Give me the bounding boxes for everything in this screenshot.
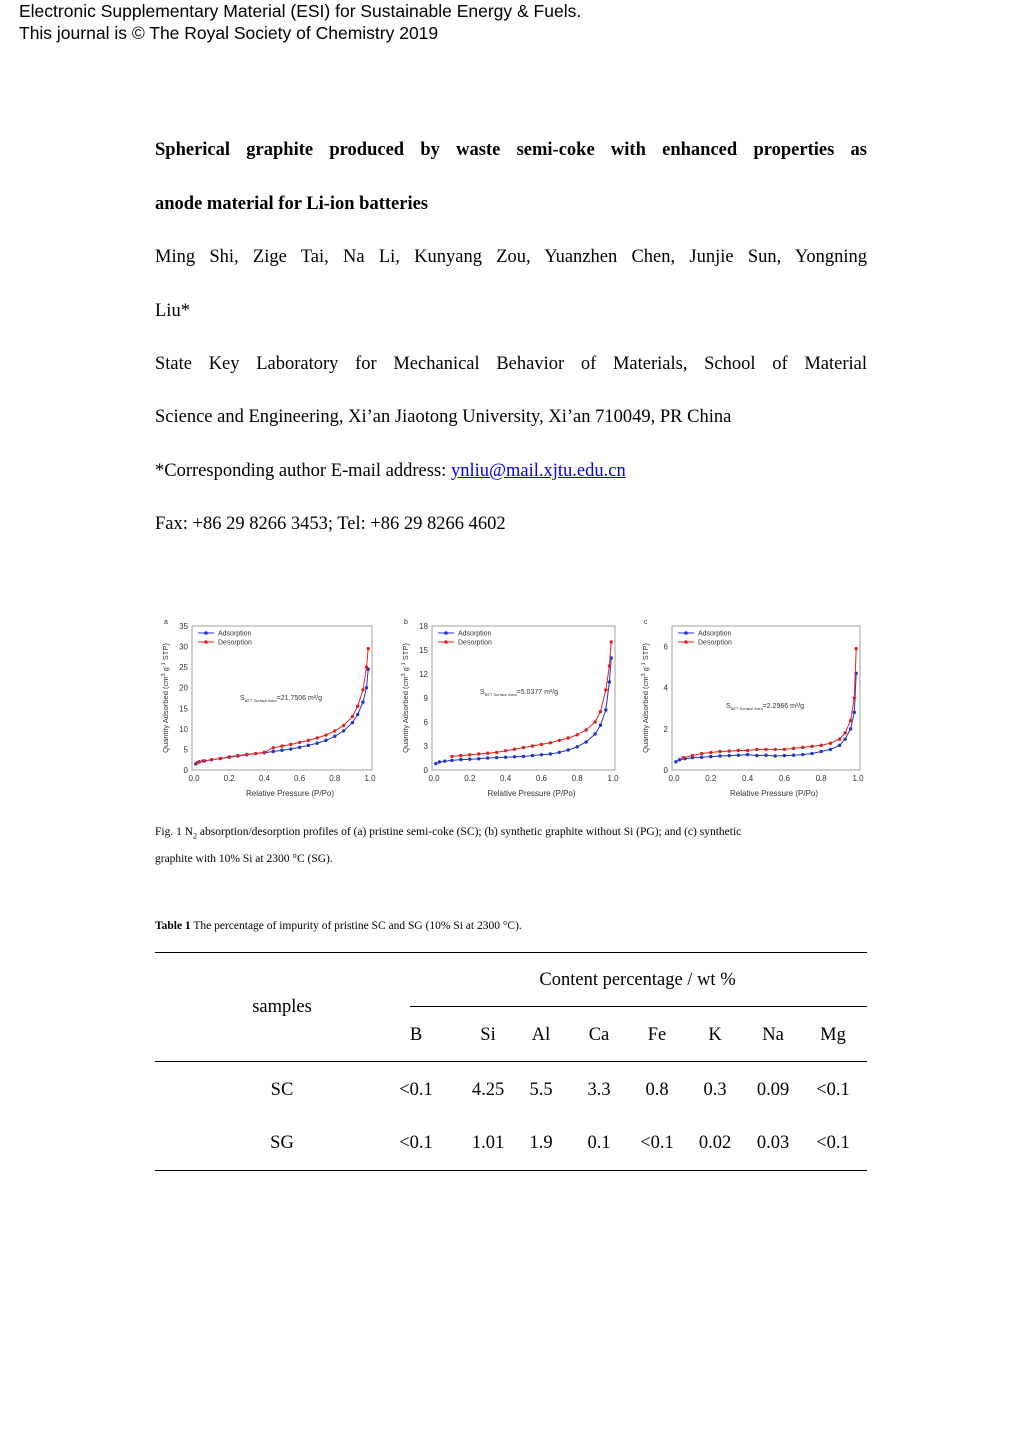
data-point-adsorption [468,758,471,761]
bet-symbol: S [480,689,485,696]
data-point-desorption [604,688,607,691]
paper-title-line2: anode material for Li-ion batteries [155,194,429,214]
email-label: *Corresponding author E-mail address: [155,461,451,481]
data-point-desorption [709,751,712,754]
table-header-rule [155,1061,867,1062]
data-point-desorption [351,715,354,718]
data-point-desorption [450,755,453,758]
x-tick-label: 0.2 [223,774,235,783]
data-point-adsorption [853,711,856,714]
data-point-adsorption [792,753,795,756]
data-point-adsorption [737,753,740,756]
legend-marker [444,631,448,635]
data-point-desorption [324,733,327,736]
data-point-desorption [737,749,740,752]
x-tick-label: 1.0 [607,774,619,783]
data-point-adsorption [849,727,852,730]
y-axis-label-part: -1 [641,662,647,668]
legend [198,631,252,647]
column-header-al: Al [531,1025,551,1045]
data-point-desorption [356,705,359,708]
data-point-adsorption [495,756,498,759]
data-point-desorption [792,747,795,750]
data-point-adsorption [443,760,446,763]
table-caption-text: The percentage of impurity of pristine SC and SG (10% Si at 2300 °C). [190,920,522,932]
data-point-desorption [495,751,498,754]
esi-header-line2: This journal is © The Royal Society of Chemistry 2019 [19,23,439,43]
data-point-adsorption [486,756,489,759]
data-point-adsorption [434,762,437,765]
data-point-adsorption [298,746,301,749]
data-point-desorption [682,756,685,759]
bet-annotation [480,689,558,697]
authors-line2: Liu* [155,301,190,321]
y-axis-label-part: g [161,667,170,674]
data-point-desorption [849,719,852,722]
bet-annotation [726,703,804,711]
x-tick-label: 0.4 [258,774,270,783]
table-row-header: samples [252,997,312,1017]
data-point-adsorption [584,740,587,743]
data-point-adsorption [843,737,846,740]
figure-caption-subscript: 2 [193,831,198,841]
y-tick-label: 15 [419,646,428,655]
table-group-rule [410,1006,867,1007]
y-tick-label: 18 [419,622,428,631]
y-axis-label-part: STP) [401,643,410,663]
data-point-desorption [610,640,613,643]
table-cell: <0.1 [640,1133,674,1153]
data-point-desorption [567,736,570,739]
data-point-desorption [746,749,749,752]
data-point-desorption [316,736,319,739]
row-sample-sc: SC [270,1080,294,1100]
x-axis-label: Relative Pressure (P/Po) [245,789,335,798]
data-point-desorption [210,758,213,761]
data-point-desorption [558,739,561,742]
data-point-adsorption [324,739,327,742]
figure-caption-line2: graphite with 10% Si at 2300 °C (SG). [155,853,333,865]
column-header-b: B [409,1025,423,1045]
x-tick-label: 0.4 [742,774,754,783]
table-caption-label: Table 1 [155,920,191,932]
corresponding-author [155,461,867,482]
data-point-desorption [459,754,462,757]
table-cell: 0.3 [703,1080,727,1100]
legend-label-adsorption: Adsorption [218,630,252,638]
data-point-desorption [774,748,777,751]
data-point-desorption [584,728,587,731]
x-tick-label: 0.8 [815,774,827,783]
y-tick-label: 4 [663,683,668,693]
bet-value: =5.0377 m²/g [516,689,559,696]
table-cell: 0.8 [645,1080,669,1100]
data-point-adsorption [593,732,596,735]
data-point-desorption [829,742,832,745]
bet-symbol: S [240,695,245,702]
y-tick-label: 20 [179,683,188,693]
column-header-fe: Fe [647,1025,667,1045]
table-cell: 3.3 [587,1080,611,1100]
data-point-desorption [365,665,368,668]
data-point-desorption [843,731,846,734]
table-caption [155,919,867,933]
data-point-desorption [272,746,275,749]
legend-label-desorption: Desorption [458,639,492,647]
y-tick-label: 25 [179,663,188,673]
data-point-desorption [289,743,292,746]
y-axis-label-part: g [641,667,650,674]
x-tick-label: 0.8 [329,774,341,783]
column-header-ca: Ca [588,1025,610,1045]
y-axis-label-part: -1 [161,662,167,668]
y-tick-label: 10 [179,724,188,734]
y-axis-label-part: -1 [401,662,407,668]
data-point-adsorption [838,744,841,747]
data-point-desorption [280,744,283,747]
chart-panel-c [641,619,864,798]
bet-subscript: BET Surface Area [730,706,763,711]
y-axis-label-part: STP) [641,643,650,663]
legend-marker [204,640,208,644]
data-point-adsorption [783,754,786,757]
legend-marker [684,631,688,635]
data-point-desorption [307,739,310,742]
data-point-adsorption [718,754,721,757]
y-tick-label: 0 [183,766,188,775]
x-axis-label: Relative Pressure (P/Po) [487,789,576,798]
legend-label-desorption: Desorption [698,639,732,647]
bet-subscript: BET Surface Area [484,692,517,697]
bet-subscript: BET Surface Area [244,698,277,703]
y-tick-label: 0 [423,766,428,775]
data-point-adsorption [728,754,731,757]
column-header-si: Si [480,1025,496,1045]
data-point-adsorption [774,754,777,757]
table-group-header: Content percentage / wt % [539,970,736,990]
data-point-desorption [801,746,804,749]
data-point-adsorption [361,700,364,703]
data-point-desorption [504,749,507,752]
data-point-adsorption [829,748,832,751]
data-point-desorption [728,749,731,752]
table-cell: <0.1 [399,1133,433,1153]
panel-letter: b [404,619,408,626]
data-point-desorption [477,752,480,755]
data-point-desorption [700,752,703,755]
y-axis-label-part: 3 [641,673,647,677]
data-point-adsorption [365,686,368,689]
legend-label-adsorption: Adsorption [698,630,732,638]
data-point-desorption [531,744,534,747]
data-point-desorption [201,759,204,762]
data-point-adsorption [272,750,275,753]
y-tick-label: 6 [423,718,428,727]
chart-panel-a [161,619,376,798]
y-tick-label: 2 [663,724,668,734]
y-tick-label: 9 [423,694,428,703]
data-point-adsorption [356,713,359,716]
data-point-adsorption [459,758,462,761]
data-point-desorption [540,743,543,746]
table-top-rule [155,952,867,953]
table-cell: 5.5 [529,1080,553,1100]
x-tick-label: 1.0 [852,774,864,783]
y-axis-label [161,643,170,753]
data-point-desorption [576,733,579,736]
y-axis-label-part: g [401,667,410,674]
data-point-desorption [764,748,767,751]
data-point-desorption [755,748,758,751]
x-tick-label: 0.6 [535,774,547,783]
panel-letter: c [644,619,648,626]
data-point-adsorption [504,756,507,759]
data-point-desorption [810,745,813,748]
x-tick-label: 0.6 [294,774,306,783]
chart-panel-b [401,619,619,798]
y-tick-label: 12 [419,670,428,679]
data-point-desorption [838,737,841,740]
data-point-desorption [361,688,364,691]
figure-caption-text: absorption/desorption profiles of (a) pristine semi-coke (SC); (b) synthetic graphite without Si (PG); and (c) synthetic [197,826,742,838]
y-axis-label-part: STP) [161,643,170,663]
x-tick-label: 0.2 [705,774,717,783]
table-bottom-rule [155,1170,867,1171]
legend-marker [444,640,448,644]
table-cell: 1.01 [471,1133,505,1153]
data-point-desorption [468,753,471,756]
legend-marker [684,640,688,644]
data-point-desorption [228,755,231,758]
data-point-adsorption [540,753,543,756]
table-cell: <0.1 [816,1133,850,1153]
x-axis-label: Relative Pressure (P/Po) [729,789,819,798]
table-cell: 1.9 [529,1133,553,1153]
data-point-adsorption [333,735,336,738]
y-tick-label: 3 [423,742,428,751]
paper-title-line1: Spherical graphite produced by waste semi-coke with enhanced properties as [155,140,867,160]
y-tick-label: 15 [179,704,188,714]
esi-header-line1: Electronic Supplementary Material (ESI) for Sustainable Energy & Fuels. [19,1,582,21]
table-cell: <0.1 [399,1080,433,1100]
data-point-desorption [854,647,857,650]
data-point-desorption [236,754,239,757]
data-point-desorption [367,647,370,650]
data-point-adsorption [764,753,767,756]
data-point-desorption [254,752,257,755]
bet-value: =2.2966 m²/g [762,703,805,710]
data-point-desorption [718,750,721,753]
data-point-desorption [333,729,336,732]
y-tick-label: 5 [183,745,188,755]
data-point-adsorption [477,757,480,760]
data-point-desorption [219,757,222,760]
data-point-adsorption [307,744,310,747]
x-tick-label: 0.2 [464,774,476,783]
column-header-mg: Mg [820,1025,846,1045]
data-point-adsorption [549,752,552,755]
panel-letter: a [164,619,168,626]
authors-line1: Ming Shi, Zige Tai, Na Li, Kunyang Zou, Yuanzhen Chen, Junjie Sun, Yongning [155,247,867,267]
legend-label-desorption: Desorption [218,639,252,647]
column-header-k: K [708,1025,722,1045]
x-tick-label: 0.6 [778,774,790,783]
data-point-desorption [853,696,856,699]
data-point-adsorption [438,760,441,763]
data-point-adsorption [674,760,677,763]
data-point-adsorption [289,747,292,750]
y-axis-label-part: Quantity Adsorbed (cm [401,676,410,753]
y-axis-label-part: 3 [161,673,167,677]
esi-header [19,0,581,44]
y-tick-label: 30 [179,642,188,652]
bet-annotation [240,695,322,703]
data-point-adsorption [700,756,703,759]
bet-symbol: S [726,703,731,710]
data-point-adsorption [678,758,681,761]
data-point-adsorption [755,754,758,757]
figure-caption [155,825,867,843]
x-tick-label: 0.8 [571,774,583,783]
data-point-desorption [549,741,552,744]
column-header-na: Na [762,1025,784,1045]
legend-label-adsorption: Adsorption [458,630,492,638]
data-point-desorption [599,710,602,713]
legend [678,631,732,647]
y-axis-label-part: 3 [401,673,407,677]
data-point-desorption [593,720,596,723]
data-point-adsorption [522,755,525,758]
data-point-desorption [513,748,516,751]
data-point-adsorption [709,755,712,758]
y-axis-label [641,643,650,753]
data-point-adsorption [567,748,570,751]
y-axis-label-part: Quantity Adsorbed (cm [641,676,650,753]
x-tick-label: 0.0 [428,774,440,783]
y-axis-label [401,643,410,753]
figure-caption-prefix: Fig. 1 N [155,826,194,838]
data-point-adsorption [450,759,453,762]
data-point-adsorption [801,753,804,756]
data-point-adsorption [342,729,345,732]
data-point-adsorption [604,708,607,711]
x-tick-label: 0.0 [188,774,200,783]
data-point-adsorption [746,753,749,756]
data-point-adsorption [558,751,561,754]
x-tick-label: 0.0 [668,774,680,783]
data-point-adsorption [599,724,602,727]
data-point-desorption [342,724,345,727]
table-cell: 0.03 [756,1133,790,1153]
table-cell: <0.1 [816,1080,850,1100]
series-line-desorption [452,639,611,756]
legend [438,631,492,647]
data-point-adsorption [280,749,283,752]
data-point-adsorption [513,755,516,758]
data-point-adsorption [316,742,319,745]
data-point-desorption [298,741,301,744]
table-cell: 4.25 [471,1080,505,1100]
data-point-adsorption [810,752,813,755]
data-point-adsorption [820,750,823,753]
data-point-desorption [245,753,248,756]
figure-1-isotherms [150,612,870,808]
data-point-adsorption [608,680,611,683]
data-point-adsorption [531,754,534,757]
data-point-desorption [820,744,823,747]
legend-marker [204,631,208,635]
table-cell: 0.1 [587,1133,611,1153]
y-tick-label: 6 [663,642,668,652]
data-point-adsorption [576,745,579,748]
data-point-desorption [522,746,525,749]
x-tick-label: 1.0 [364,774,376,783]
x-tick-label: 0.4 [500,774,512,783]
row-sample-sg: SG [270,1133,294,1153]
data-point-adsorption [351,721,354,724]
affiliation-line1: State Key Laboratory for Mechanical Behavior of Materials, School of Material [155,354,867,374]
table-cell: 0.09 [756,1080,790,1100]
email-link[interactable]: ynliu@mail.xjtu.edu.cn [450,461,626,481]
data-point-desorption [196,761,199,764]
bet-value: =21.7506 m²/g [276,695,322,702]
y-tick-label: 0 [663,766,668,775]
y-axis-label-part: Quantity Adsorbed (cm [161,676,170,753]
data-point-desorption [263,751,266,754]
data-point-desorption [608,664,611,667]
data-point-desorption [783,748,786,751]
data-point-desorption [486,752,489,755]
data-point-desorption [691,754,694,757]
fax-tel: Fax: +86 29 8266 3453; Tel: +86 29 8266 4602 [155,514,506,534]
affiliation-line2: Science and Engineering, Xi’an Jiaotong University, Xi’an 710049, PR China [155,407,732,427]
table-cell: 0.02 [698,1133,732,1153]
y-tick-label: 35 [179,622,188,631]
